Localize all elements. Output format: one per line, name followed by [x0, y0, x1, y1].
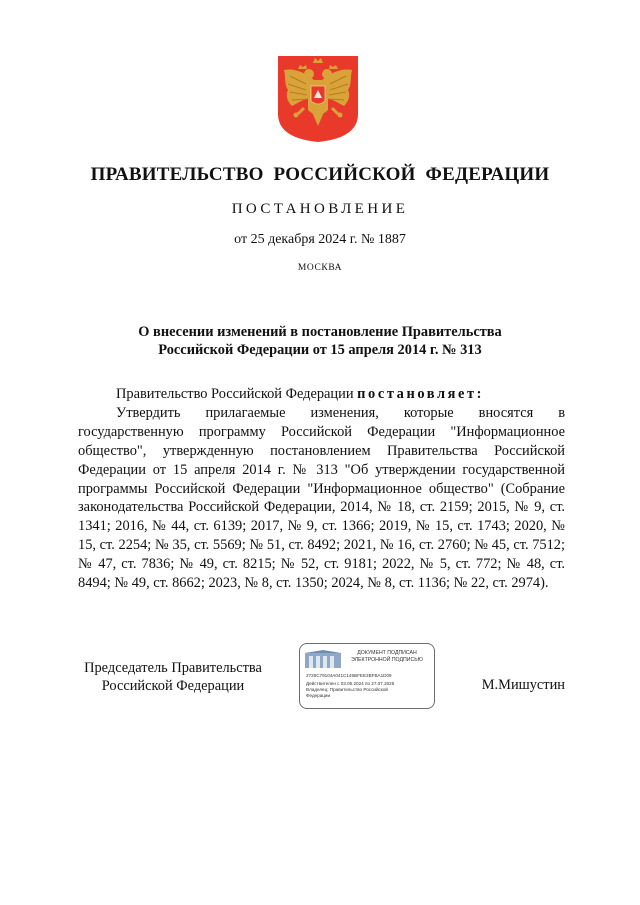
decree-body: [78, 385, 565, 593]
issuing-city: МОСКВА: [297, 263, 343, 273]
decree-intro-text: Правительство Российской Федерации: [116, 386, 358, 402]
decree-main-paragraph: Утвердить прилагаемые изменения, которые вносятся в государственную программу Российской Федерации "Информационное общество", утвержденную постановлением Правительства Российской Федерации от 15 апреля 2014 г. № 313 "Об утверждении государственной программы Российской Федерации "Информационное общество" (Собрание законодательства Российской Федерации, 2014, № 18, ст. 2159; 2015, № 9, ст. 1341; 2016, № 44, ст. 6139; 2017, № 9, ст. 1366; 2019, № 15, ст. 1743; 2020, № 15, ст. 2254; № 35, ст. 5569; № 51, ст. 8492; 2021, № 16, ст. 2760; № 45, ст. 7512; № 47, ст. 7836; № 49, ст. 8215; № 52, ст. 9181; 2022, № 5, ст. 772; № 48, ст. 8494; № 49, ст. 8662; 2023, № 8, ст. 1350; 2024, № 8, ст. 1136; № 22, ст. 2974).: [78, 404, 565, 592]
signer-position-line-2: Российской Федерации: [101, 678, 245, 694]
stamp-owner-line-1: Владелец: Правительство Российской: [306, 687, 388, 692]
document-type: ПОСТАНОВЛЕНИЕ: [231, 201, 409, 217]
decree-word: постановляет:: [357, 386, 485, 402]
decree-intro-paragraph: [78, 385, 565, 404]
stamp-title: [343, 650, 431, 664]
government-title: ПРАВИТЕЛЬСТВО РОССИЙСКОЙ ФЕДЕРАЦИИ: [90, 164, 550, 185]
coat-of-arms-emblem: [276, 54, 360, 144]
document-date-number: от 25 декабря 2024 г. № 1887: [234, 232, 406, 247]
stamp-certificate-serial: 2726C79104A041C145BFEE3BFBA1D09: [306, 673, 392, 678]
signer-position: [78, 659, 268, 695]
stamp-title-line-1: ДОКУМЕНТ ПОДПИСАН: [357, 650, 417, 656]
stamp-title-line-2: ЭЛЕКТРОННОЙ ПОДПИСЬЮ: [351, 657, 423, 663]
decree-subject: [100, 323, 540, 359]
subject-line-2: Российской Федерации от 15 апреля 2014 г. № 313: [158, 342, 482, 358]
stamp-validity: Действителен с 03.05.2024 по 27.07.2025: [306, 681, 395, 686]
stamp-emblem-icon: [305, 650, 341, 668]
signer-position-line-1: Председатель Правительства: [84, 660, 262, 676]
signer-name: М.Мишустин: [481, 677, 565, 693]
subject-line-1: О внесении изменений в постановление Правительства: [138, 324, 502, 340]
stamp-owner-line-2: Федерации: [306, 693, 331, 698]
electronic-signature-stamp: [299, 643, 435, 709]
